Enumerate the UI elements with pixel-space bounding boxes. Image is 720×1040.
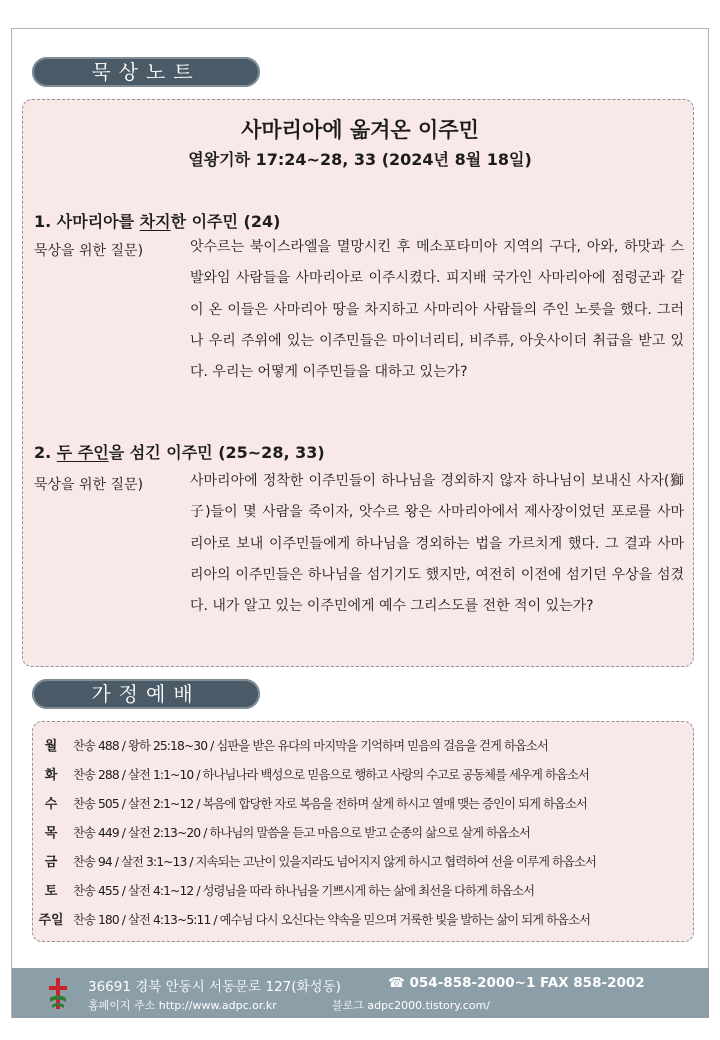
footer-homepage-link[interactable]: 홈페이지 주소 http://www.adpc.or.kr (88, 999, 277, 1012)
worship-text: 찬송 505 / 살전 2:1~12 / 복음에 합당한 자로 복음을 전하며 살게 하시고 열매 맺는 증인이 되게 하옵소서 (73, 797, 587, 811)
section-1-title-underlined: 차지 (139, 212, 171, 231)
worship-row-thu (32, 819, 694, 848)
worship-row-sat (32, 877, 694, 906)
footer-blog-link[interactable]: 블로그 adpc2000.tistory.com/ (332, 999, 490, 1012)
worship-day: 수 (44, 797, 58, 812)
section-2-title-underlined: 두 주인 (56, 443, 109, 462)
footer-contact-line (88, 975, 645, 995)
worship-text: 찬송 288 / 살전 1:1~10 / 하나님나라 백성으로 믿음으로 행하고 사랑의 수고로 공동체를 세우게 하옵소서 (73, 768, 589, 782)
worship-text: 찬송 94 / 살전 3:1~13 / 지속되는 고난이 있을지라도 넘어지지 않게 하시고 협력하여 선을 이루게 하옵소서 (73, 855, 597, 869)
worship-day: 토 (44, 884, 58, 899)
section-1-heading (34, 209, 280, 232)
worship-row-fri (32, 848, 694, 877)
worship-text: 찬송 180 / 살전 4:13~5:11 / 예수님 다시 오신다는 약속을 믿으며 거룩한 빛을 발하는 삶이 되게 하옵소서 (73, 913, 591, 927)
section-2-question-text: 사마리아에 정착한 이주민들이 하나님을 경외하지 않자 하나님이 보내신 사자(獅子)들이 몇 사람을 죽이자, 앗수르 왕은 사마리아에서 제사장이었던 포로를 사마리아로 보내 이주민들에게 하나님을 경외하는 법을 가르치게 했다. 그 결과 사마리아의 이주민들은 하나님을 섬기기도 했지만, 여전히 이전에 섬기던 우상을 섬겼다. 내가 알고 있는 이주민에게 예수 그리스도를 전한 적이 있는가? (190, 473, 684, 615)
footer-phone: ☎ 054-858-2000~1 FAX 858-2002 (388, 975, 645, 991)
worship-row-mon (32, 732, 694, 761)
worship-day: 월 (44, 739, 58, 754)
worship-text: 찬송 455 / 살전 4:1~12 / 성령님을 따라 하나님을 기쁘시게 하는 삶에 최선을 다하게 하옵소서 (73, 884, 535, 898)
footer-web-line (88, 997, 490, 1013)
church-cross-logo-icon (46, 976, 70, 1012)
section-1-title-pre: 사마리아를 (56, 212, 140, 231)
worship-row-tue (32, 761, 694, 790)
sermon-title: 사마리아에 옮겨온 이주민 (241, 118, 479, 142)
section-1-question-label: 묵상을 위한 질문) (34, 243, 144, 259)
section-1-title-post: 한 이주민 (24) (170, 212, 281, 231)
section-1-number: 1. (34, 212, 52, 231)
meditation-header: 묵상노트 (32, 57, 260, 87)
section-2-number: 2. (34, 443, 52, 462)
section-2-question-label: 묵상을 위한 질문) (34, 477, 144, 493)
family-worship-header: 가정예배 (32, 679, 260, 709)
worship-row-sun (32, 906, 694, 935)
worship-day: 금 (44, 855, 58, 870)
worship-day: 목 (44, 826, 58, 841)
section-1-question-text: 앗수르는 북이스라엘을 멸망시킨 후 메소포타미아 지역의 구다, 아와, 하맛과 스발와임 사람들을 사마리아로 이주시켰다. 피지배 국가인 사마리아에 점령군과 같이 온 이들은 사마리아 땅을 차지하고 사마리아 사람들의 주인 노릇을 했다. 그러나 우리 주위에 있는 이주민들은 마이너리티, 비주류, 아웃사이더 취급을 받고 있다. 우리는 어떻게 이주민들을 대하고 있는가? (190, 239, 684, 381)
section-2-title-post: 을 섬긴 이주민 (25~28, 33) (108, 443, 325, 462)
worship-day: 주일 (38, 913, 64, 928)
sermon-reference: 열왕기하 17:24~28, 33 (2024년 8월 18일) (188, 150, 532, 169)
worship-day: 화 (44, 768, 58, 783)
worship-text: 찬송 449 / 살전 2:13~20 / 하나님의 말씀을 듣고 마음으로 받고 순종의 삶으로 살게 하옵소서 (73, 826, 530, 840)
footer-address: 36691 경북 안동시 서동문로 127(화성동) (88, 979, 341, 995)
section-2-heading (34, 440, 325, 463)
worship-text: 찬송 488 / 왕하 25:18~30 / 심판을 받은 유다의 마지막을 기억하며 믿음의 걸음을 걷게 하옵소서 (73, 739, 548, 753)
worship-row-wed (32, 790, 694, 819)
